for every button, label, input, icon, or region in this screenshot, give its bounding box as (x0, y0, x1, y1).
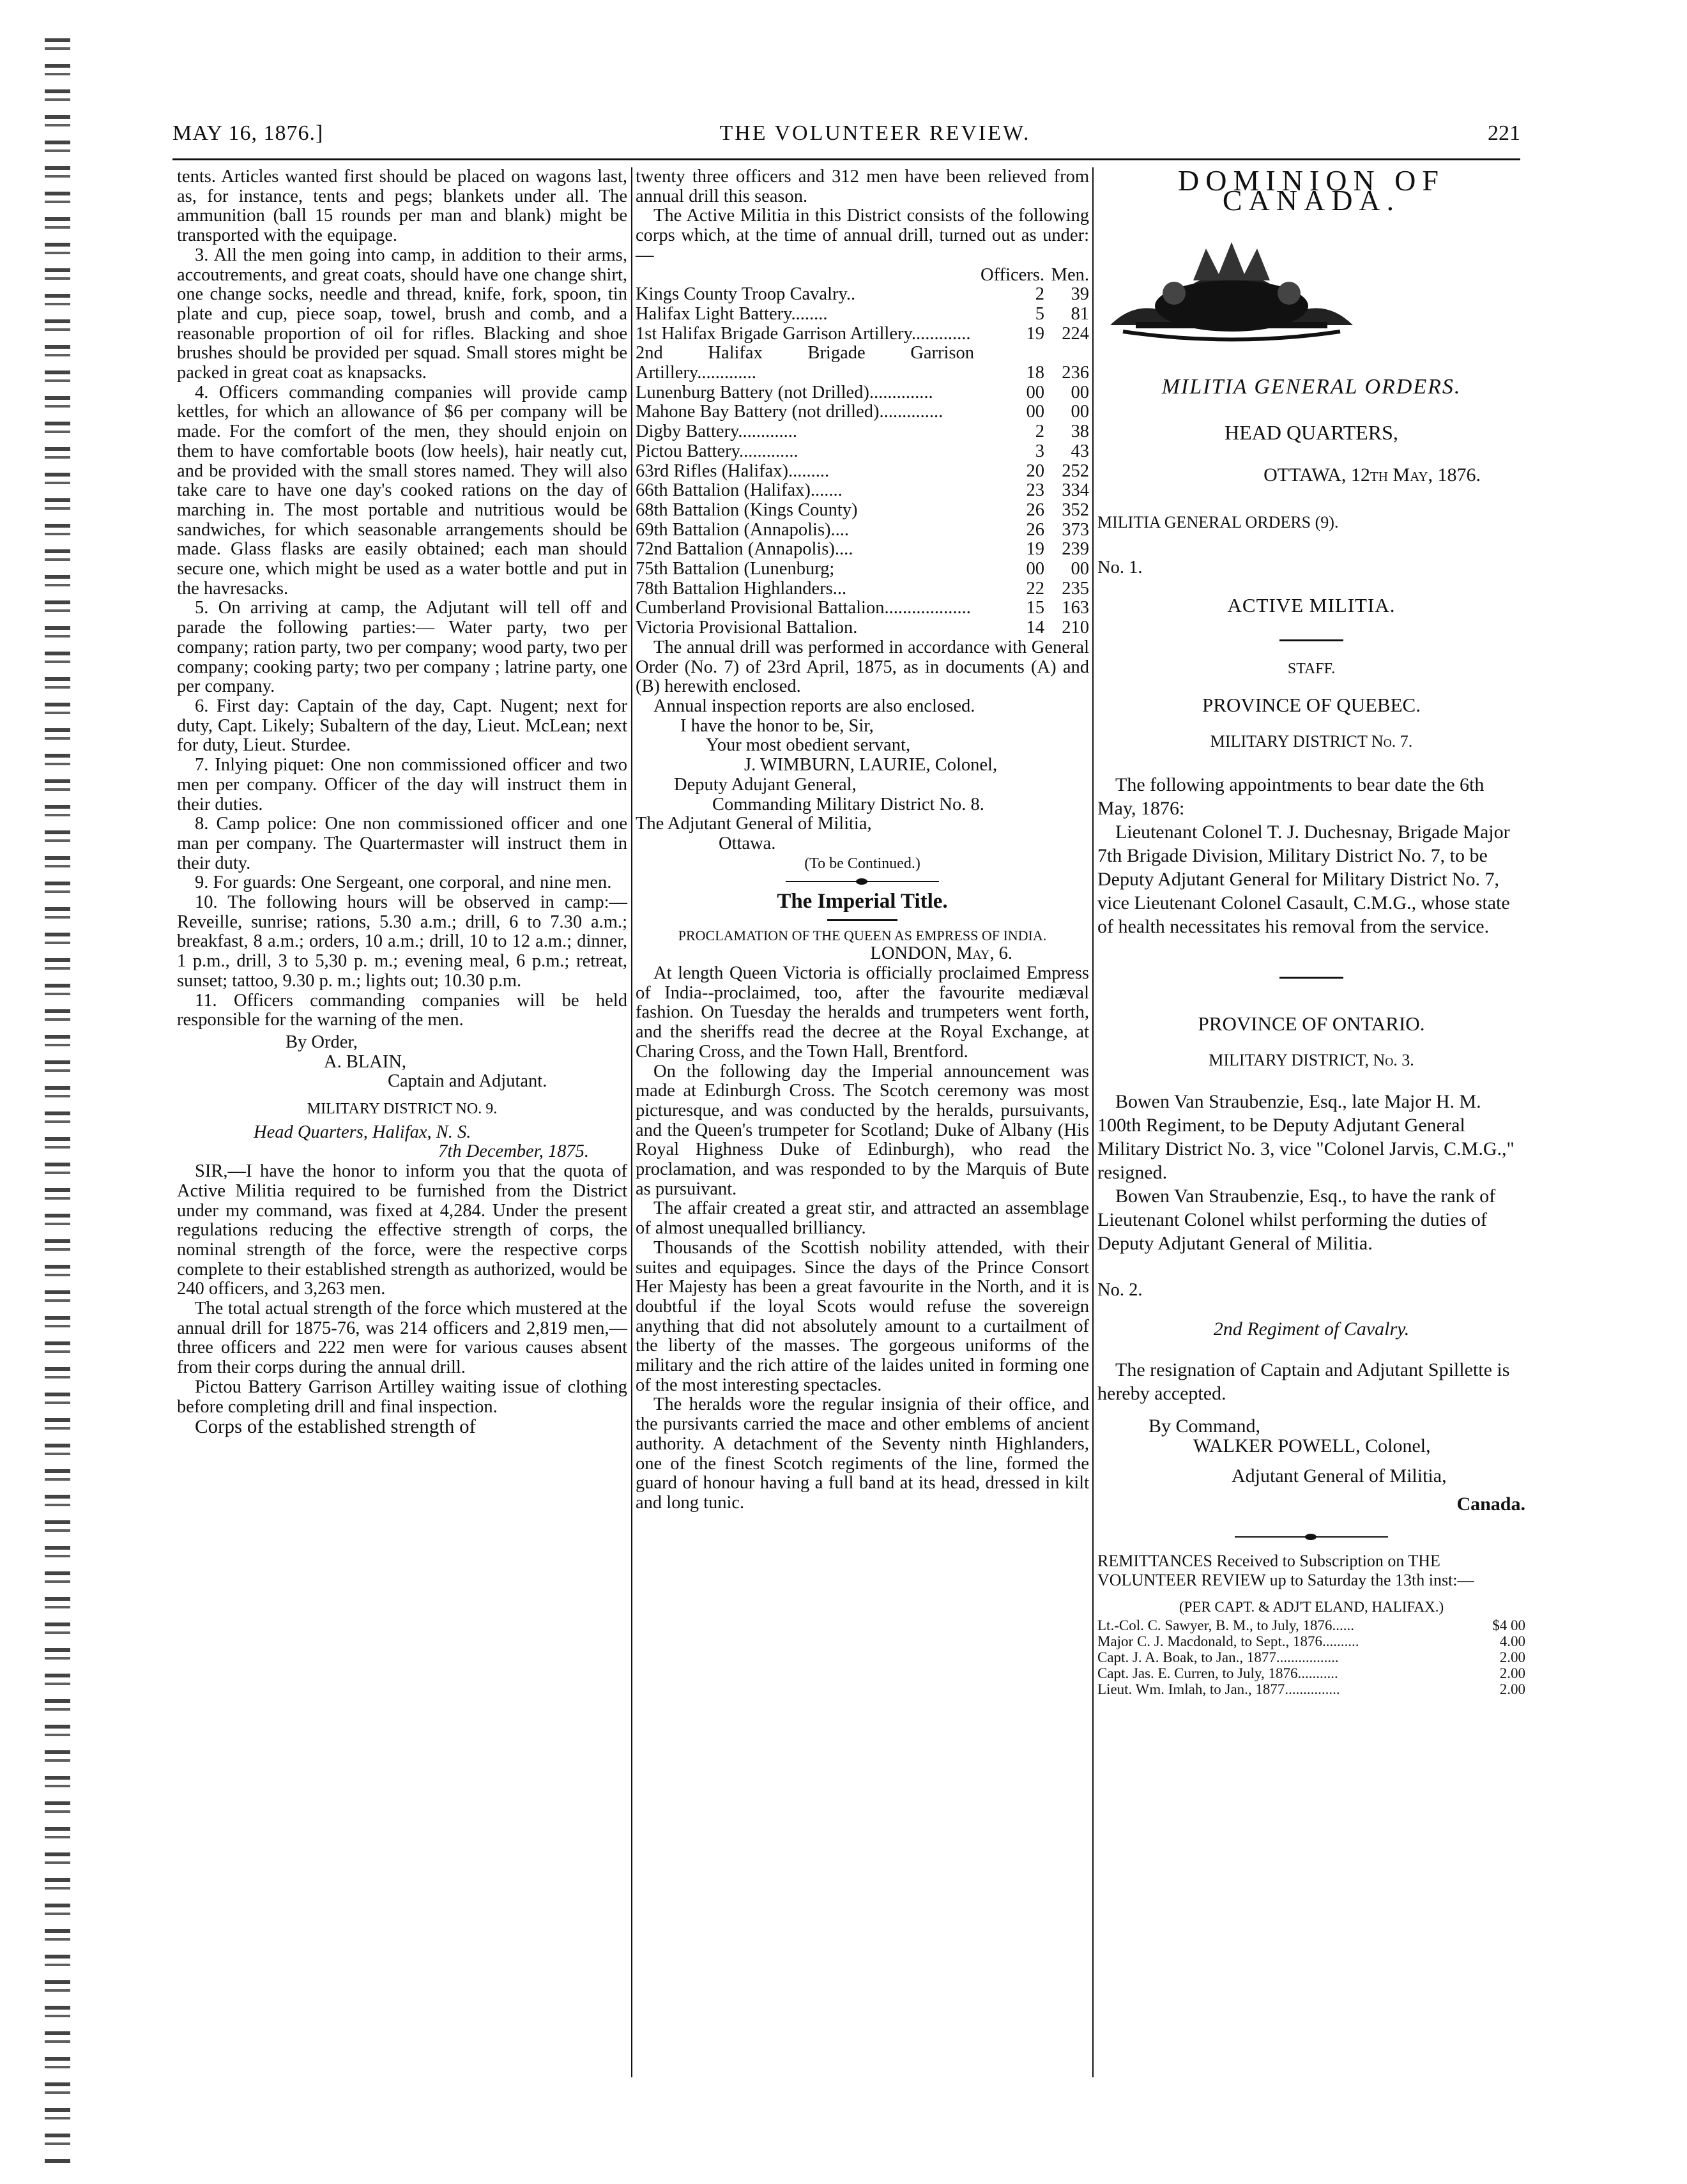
closing-line: J. WIMBURN, LAURIE, Colonel, (744, 755, 998, 775)
military-district-7: MILITARY DISTRICT No. 7. (1210, 731, 1413, 751)
closing-line: I have the honor to be, Sir, (680, 715, 874, 736)
by-order: By Order, (286, 1032, 358, 1052)
list-item (1097, 1665, 1525, 1681)
column-2 (636, 167, 1089, 1513)
active-militia-heading: ACTIVE MILITIA. (1227, 593, 1396, 616)
article-dateline: LONDON, May, 6. (870, 943, 1012, 964)
section-rule (1279, 977, 1343, 979)
cell: 26 (1026, 500, 1044, 520)
paragraph: Annual inspection reports are also enclosed. (653, 696, 975, 716)
cell: Kings County Troop Cavalry.. (636, 284, 856, 305)
cell: 81 (1071, 303, 1089, 324)
paragraph: 6. First day: Captain of the day, Capt. Nugent; next for duty, Capt. Likely; Subaltern of the day, Lieut. McLean; next for duty, Lieut. Sturdee. (177, 696, 627, 756)
cell: 1st Halifax Brigade Garrison Artillery............. (636, 323, 971, 344)
closing-line: Ottawa. (719, 833, 776, 853)
cell: 18 (1026, 363, 1044, 383)
table-row (636, 285, 1089, 305)
paragraph: The following appointments to bear date the 6th May, 1876: (1097, 774, 1485, 820)
table-row (636, 501, 1089, 521)
cell: 373 (1062, 519, 1089, 540)
table-row (636, 462, 1089, 482)
ornament-rule (1235, 1536, 1388, 1538)
table-row (636, 599, 1089, 618)
remittances-via: (PER CAPT. & ADJ'T ELAND, HALIFAX.) (1179, 1599, 1444, 1615)
remittances-list (1097, 1617, 1525, 1697)
page-header (172, 121, 1520, 160)
cell: 20 (1026, 461, 1044, 481)
cell: 2.00 (1499, 1649, 1525, 1665)
cell: 235 (1062, 578, 1089, 599)
cell: 163 (1062, 598, 1089, 618)
table-row (636, 560, 1089, 579)
cell: 3 (1035, 441, 1044, 461)
list-item (1097, 1617, 1525, 1633)
table-row (636, 618, 1089, 638)
hq-line: Head Quarters, Halifax, N. S. (254, 1122, 471, 1142)
orders-dateline: OTTAWA, 12th May, 1876. (1263, 464, 1481, 485)
remittances-heading: REMITTANCES Received to Subscription on THE VOLUNTEER REVIEW up to Saturday the 13th inst:— (1097, 1552, 1474, 1590)
table-row (636, 383, 1089, 403)
cell: 00 (1026, 382, 1044, 402)
article-subhead: PROCLAMATION OF THE QUEEN AS EMPRESS OF INDIA. (678, 928, 1047, 944)
paragraph: The total actual strength of the force which mustered at the annual drill for 1875-76, was 214 officers and 2,819 men,—three officers and 222 men were for various causes absent from their corps during the annual drill. (177, 1299, 627, 1378)
paragraph: The Active Militia in this District consists of the following corps which, at the time of annual drill, turned out as under:— (636, 206, 1089, 265)
column-rule-1 (631, 167, 632, 2077)
header-date: MAY 16, 1876.] (172, 121, 324, 145)
cell: 26 (1026, 519, 1044, 540)
closing-line: Commanding Military District No. 8. (712, 794, 984, 814)
cell: 22 (1026, 578, 1044, 599)
column-3 (1097, 164, 1525, 1697)
paragraph: 8. Camp police: One non commissioned officer and one man per company. The Quartermaster will instruct them in their duty. (177, 814, 627, 873)
cell: 2.00 (1499, 1681, 1525, 1697)
cell: 210 (1062, 618, 1089, 638)
corps-table (636, 266, 1089, 638)
paragraph: The annual drill was performed in accordance with General Order (No. 7) of 23rd April, 1875, as in documents (A) and (B) herewith enclosed. (636, 637, 1089, 697)
cell: $4 00 (1492, 1617, 1525, 1633)
paragraph: twenty three officers and 312 men have been relieved from annual drill this season. (636, 167, 1089, 206)
header-rule (172, 158, 1520, 160)
column-header: Men. (1051, 264, 1089, 285)
cell: Major C. J. Macdonald, to Sept., 1876.......... (1097, 1633, 1359, 1649)
paragraph: The affair created a great stir, and attracted an assemblage of almost unequalled brilliancy. (636, 1198, 1089, 1239)
cell: Cumberland Provisional Battalion................... (636, 598, 971, 618)
cell: Lt.-Col. C. Sawyer, B. M., to July, 1876...... (1097, 1617, 1355, 1633)
cell: 2nd Halifax Brigade Garrison Artillery............. (636, 343, 974, 383)
cell: 00 (1026, 559, 1044, 579)
cell: 2 (1035, 284, 1044, 305)
section-rule (1279, 639, 1343, 641)
cell: Digby Battery............. (636, 422, 798, 442)
column-1 (177, 167, 627, 1437)
paragraph: Thousands of the Scottish nobility attended, with their suites and equipages. Since the days of the Prince Consort Her Majesty has been a great favourite in the North, and it is doubtful if the loyal Scots would refuse the sovereign anything that did not absolutely amount to a curtailment of the liberty of the masses. The gorgeous uniforms of the military and the rich attire of the laides united in forming one of the most interesting spectacles. (636, 1237, 1089, 1395)
cell: 239 (1062, 539, 1089, 560)
cell: 66th Battalion (Halifax)....... (636, 480, 843, 501)
paragraph: 3. All the men going into camp, in addition to their arms, accoutrements, and great coats, should have one change shirt, one change socks, needle and thread, knife, fork, spoon, tin plate and cup, piece soap, towel, brush and comb, and a reasonable proportion of oil for rifles. Blacking and shoe brushes should be provided per squad. Small stores might be packed in great coat as knapsacks. (177, 245, 627, 383)
cell: 75th Battalion (Lunenburg; (636, 559, 835, 579)
cell: Pictou Battery............. (636, 441, 798, 461)
paragraph: Pictou Battery Garrison Artilley waiting issue of clothing before completing drill and final inspection. (177, 1377, 627, 1417)
table-row (636, 540, 1089, 560)
table-header (636, 266, 1089, 286)
column-header: Officers. (981, 264, 1044, 285)
by-command: By Command, (1149, 1416, 1261, 1437)
cell: 19 (1026, 323, 1044, 344)
cell: 224 (1062, 323, 1089, 344)
table-row (636, 305, 1089, 325)
paragraph: The resignation of Captain and Adjutant Spillette is hereby accepted. (1097, 1359, 1510, 1405)
paragraph: 7. Inlying piquet: One non commissioned officer and two men per company. Officer of the day will instruct them in their duties. (177, 755, 627, 814)
cell: 2 (1035, 422, 1044, 442)
cell: Lieut. Wm. Imlah, to Jan., 1877............... (1097, 1681, 1340, 1697)
article-title: The Imperial Title. (777, 890, 948, 913)
hq-date: 7th December, 1875. (438, 1142, 589, 1162)
military-district-3: MILITARY DISTRICT, No. 3. (1209, 1051, 1414, 1070)
cell: 78th Battalion Highlanders... (636, 578, 847, 599)
cell: 23 (1026, 480, 1044, 501)
order-no-1: No. 1. (1097, 557, 1143, 577)
province-ontario: PROVINCE OF ONTARIO. (1198, 1012, 1425, 1035)
district-heading: MILITARY DISTRICT NO. 9. (307, 1101, 498, 1118)
table-row (636, 325, 1089, 344)
list-item (1097, 1649, 1525, 1665)
cell: 00 (1071, 559, 1089, 579)
cell: 252 (1062, 461, 1089, 481)
orders-title: MILITIA GENERAL ORDERS. (1161, 375, 1462, 399)
paragraph: Bowen Van Straubenzie, Esq., late Major H. M. 100th Regiment, to be Deputy Adjutant General Military District No. 3, vice "Colonel Jarvis, C.M.G.," resigned. (1097, 1090, 1515, 1183)
head-quarters: HEAD QUARTERS, (1225, 420, 1398, 444)
order-no-2: No. 2. (1097, 1279, 1143, 1300)
continued-note: (To be Continued.) (804, 855, 920, 872)
signer-name: A. BLAIN, (324, 1051, 407, 1072)
table-row (636, 521, 1089, 540)
column-rule-2 (1092, 167, 1094, 2077)
cell: 00 (1071, 402, 1089, 422)
table-row (636, 344, 1089, 383)
table-row (636, 442, 1089, 462)
cavalry-heading: 2nd Regiment of Cavalry. (1213, 1318, 1410, 1340)
orders-number: MILITIA GENERAL ORDERS (9). (1097, 513, 1339, 532)
table-row (636, 481, 1089, 501)
table-row (636, 422, 1089, 442)
table-row (636, 579, 1089, 599)
cell: Mahone Bay Battery (not drilled).............. (636, 402, 943, 422)
paragraph: Lieutenant Colonel T. J. Duchesnay, Brigade Major 7th Brigade Division, Military District No. 7, to be Deputy Adjutant General for Military District No. 7, vice Lieutenant Colonel Casault, C.M.G., whose state of health necessitates his removal from the service. (1097, 821, 1510, 938)
closing-line: The Adjutant General of Militia, (636, 814, 872, 834)
cell: 00 (1071, 382, 1089, 402)
cell: 63rd Rifles (Halifax)......... (636, 461, 830, 481)
cell: 14 (1026, 618, 1044, 638)
closing-line: Deputy Adujant General, (674, 774, 857, 795)
cell: Victoria Provisional Battalion. (636, 618, 858, 638)
table-row (636, 402, 1089, 422)
paragraph: Corps of the established strength of (195, 1415, 476, 1438)
paragraph: The heralds wore the regular insignia of their office, and the pursivants carried the mace and other emblems of ancient authority. A detachment of the Seventy ninth Highlanders, one of the finest Scotch regiments of the line, formed the guard of honour having a full band at its head, dressed in kilt and long tunic. (636, 1394, 1089, 1513)
header-page-number: 221 (1488, 121, 1520, 145)
section-title: DOMINION OF CANADA. (1178, 164, 1445, 217)
cell: 5 (1035, 303, 1044, 324)
paragraph: 10. The following hours will be observed in camp:—Reveille, sunrise; rations, 5.30 a.m.; drill, 6 to 7.30 a.m.; breakfast, 8 a.m.; orders, 10 a.m.; drill, 10 to 12 a.m.; dinner, 1 p.m., drill, 3 to 5,30 p. m.; evening meal, 6 p.m.; retreat, sunset; tattoo, 9.30 p. m.; lights out; 10.30 p.m. (177, 892, 627, 991)
cell: 72nd Battalion (Annapolis).... (636, 539, 853, 560)
title-rule (827, 919, 897, 921)
cell: 69th Battalion (Annapolis).... (636, 519, 850, 540)
paragraph: tents. Articles wanted first should be placed on wagons last, as, for instance, tents and pegs; blankets under all. The ammunition (ball 15 rounds per man and blank) might be transported with the equipage. (177, 167, 627, 246)
paragraph: SIR,—I have the honor to inform you that the quota of Active Militia required to be furnished from the District under my command, was fixed at 4,284. Under the present regulations reducing the effective strength of corps, the nominal strength of the force, were the respective corps complete to their established strength as authorized, would be 240 officers, and 3,263 men. (177, 1161, 627, 1299)
staff-heading: STAFF. (1287, 661, 1336, 678)
cell: 4.00 (1499, 1633, 1525, 1649)
cell: Capt. J. A. Boak, to Jan., 1877................. (1097, 1649, 1339, 1665)
cell: 19 (1026, 539, 1044, 560)
signer-country: Canada. (1456, 1493, 1525, 1515)
header-title: THE VOLUNTEER REVIEW. (719, 121, 1031, 145)
paragraph: 4. Officers commanding companies will provide camp kettles, for which an allowance of $6 per company will be made. For the comfort of the men, they should enjoin on them to have comfortable boots (low heels), hair neatly cut, and be provided with the small stores named. They will also take care to have one day's cooked rations on the day of marching in. The most portable and nutritious would be sandwiches, for which seasonable arrangements should be made. Glass flasks are easily obtained; each man should secure one, which might be used as a water bottle and put in the havresacks. (177, 382, 627, 599)
paragraph: 11. Officers commanding companies will be held responsible for the warning of the men. (177, 990, 627, 1030)
paragraph: 5. On arriving at camp, the Adjutant will tell off and parade the following parties:— Water party, two per company; ration party, two per company; wood party, two per company; cooking party; two per company ; latrine party, one per company. (177, 598, 627, 697)
cell: 00 (1026, 402, 1044, 422)
cell: 43 (1071, 441, 1089, 461)
cell: 352 (1062, 500, 1089, 520)
signer-title: Adjutant General of Militia, (1232, 1465, 1447, 1486)
closing-line: Your most obedient servant, (706, 735, 911, 756)
ornament-rule (786, 881, 939, 882)
signer-title: Captain and Adjutant. (388, 1071, 547, 1092)
cell: 68th Battalion (Kings County) (636, 500, 858, 520)
cell: 15 (1026, 598, 1044, 618)
paragraph: Bowen Van Straubenzie, Esq., to have the rank of Lieutenant Colonel whilst performing the duties of Deputy Adjutant General of Militia. (1097, 1185, 1496, 1254)
cell: 334 (1062, 480, 1089, 501)
cell: Halifax Light Battery........ (636, 303, 828, 324)
cell: Capt. Jas. E. Curren, to July, 1876........... (1097, 1665, 1338, 1681)
binding-edge (45, 38, 70, 2165)
province-quebec: PROVINCE OF QUEBEC. (1202, 694, 1421, 717)
cell: 2.00 (1499, 1665, 1525, 1681)
cell: 236 (1062, 363, 1089, 383)
signer-name: WALKER POWELL, Colonel, (1193, 1435, 1431, 1456)
cell: 38 (1071, 422, 1089, 442)
cell: Lunenburg Battery (not Drilled).............. (636, 382, 933, 402)
list-item (1097, 1633, 1525, 1649)
paragraph: On the following day the Imperial announcement was made at Edinburgh Cross. The Scotch ceremony was most picturesque, and was conducted by the heralds, pursuivants, and the Queen's trumpeter for Scotland; Duke of Albany (His Royal Highness Duke of Edinburgh), who read the proclamation, and was responded to by the Marquis of Bute as pursuivant. (636, 1061, 1089, 1199)
list-item (1097, 1681, 1525, 1697)
paragraph: At length Queen Victoria is officially proclaimed Empress of India--proclaimed, too, after the favourite mediæval fashion. On Tuesday the heralds and trumpeters went forth, and the sheriffs read the decree at the Royal Exchange, at Charing Cross, and the Town Hall, Brentford. (636, 963, 1089, 1062)
coat-of-arms-emblem (1097, 229, 1366, 344)
paragraph: 9. For guards: One Sergeant, one corporal, and nine men. (195, 873, 612, 893)
cell: 39 (1071, 284, 1089, 305)
